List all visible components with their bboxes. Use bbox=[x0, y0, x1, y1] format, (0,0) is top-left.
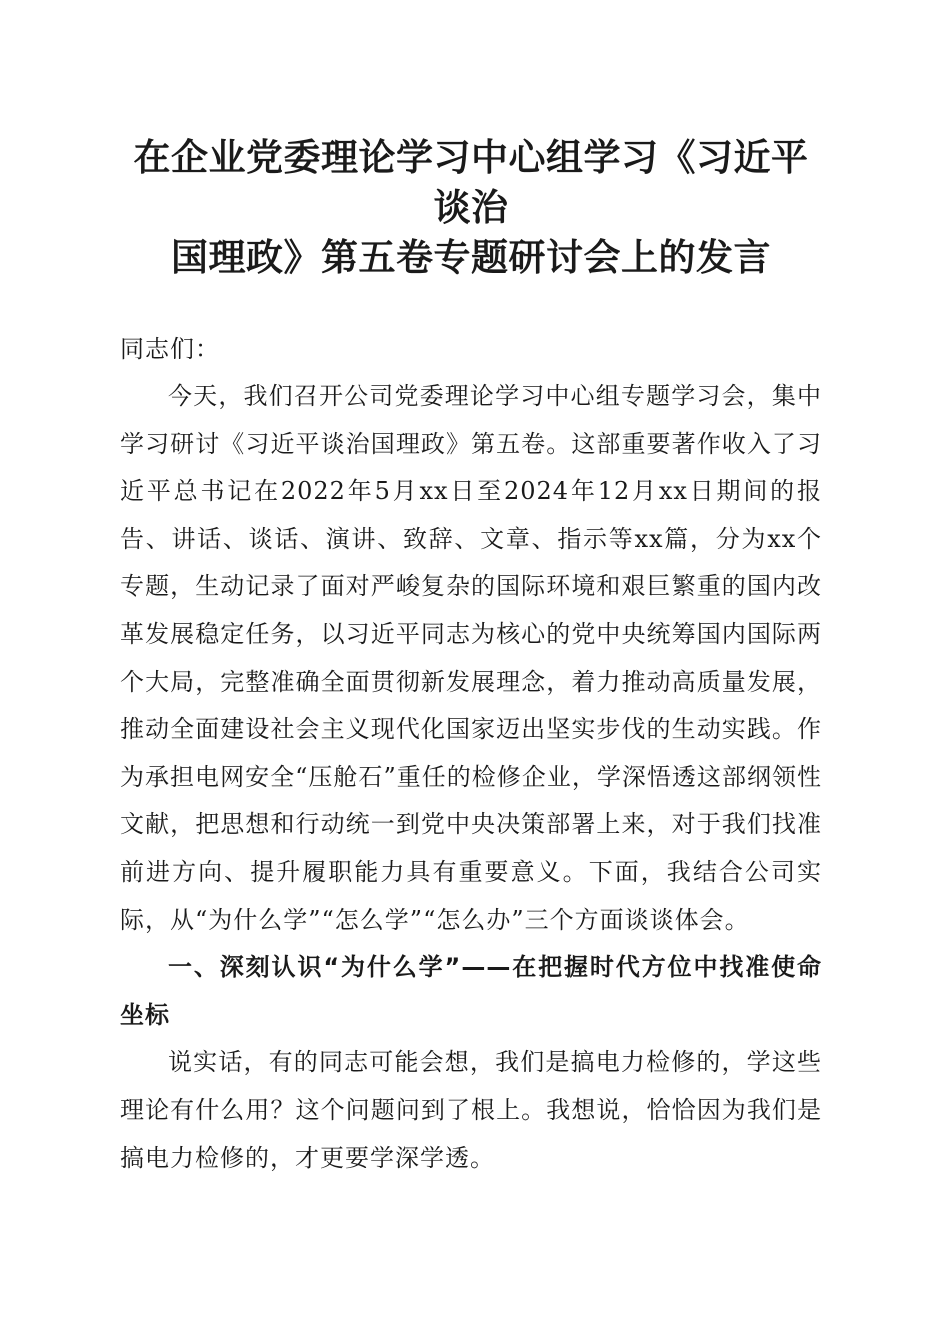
document-page bbox=[120, 132, 822, 1182]
section-1-heading: 一、深刻认识“为什么学”——在把握时代方位中找准使命坐标 bbox=[120, 953, 822, 1029]
section-1-paragraph: 说实话，有的同志可能会想，我们是搞电力检修的，学这些理论有什么用？这个问题问到了根上。我想说，恰恰因为我们是搞电力检修的，才更要学深学透。 bbox=[120, 1048, 822, 1172]
salutation: 同志们： bbox=[120, 335, 220, 363]
title-line-1: 在企业党委理论学习中心组学习《习近平谈治 bbox=[133, 135, 809, 229]
document-title bbox=[120, 132, 822, 282]
intro-paragraph: 今天，我们召开公司党委理论学习中心组专题学习会，集中学习研讨《习近平谈治国理政》第五卷。这部重要著作收入了习近平总书记在2022年5月xx日至2024年12月xx日期间的报告、讲话、谈话、演讲、致辞、文章、指示等xx篇，分为xx个专题，生动记录了面对严峻复杂的国际环境和艰巨繁重的国内改革发展稳定任务，以习近平同志为核心的党中央统筹国内国际两个大局，完整准确全面贯彻新发展理念，着力推动高质量发展，推动全面建设社会主义现代化国家迈出坚实步伐的生动实践。作为承担电网安全“压舱石”重任的检修企业，学深悟透这部纲领性文献，把思想和行动统一到党中央决策部署上来，对于我们找准前进方向、提升履职能力具有重要意义。下面，我结合公司实际，从“为什么学”“怎么学”“怎么办”三个方面谈谈体会。 bbox=[120, 382, 822, 934]
title-line-2: 国理政》第五卷专题研讨会上的发言 bbox=[171, 235, 771, 279]
